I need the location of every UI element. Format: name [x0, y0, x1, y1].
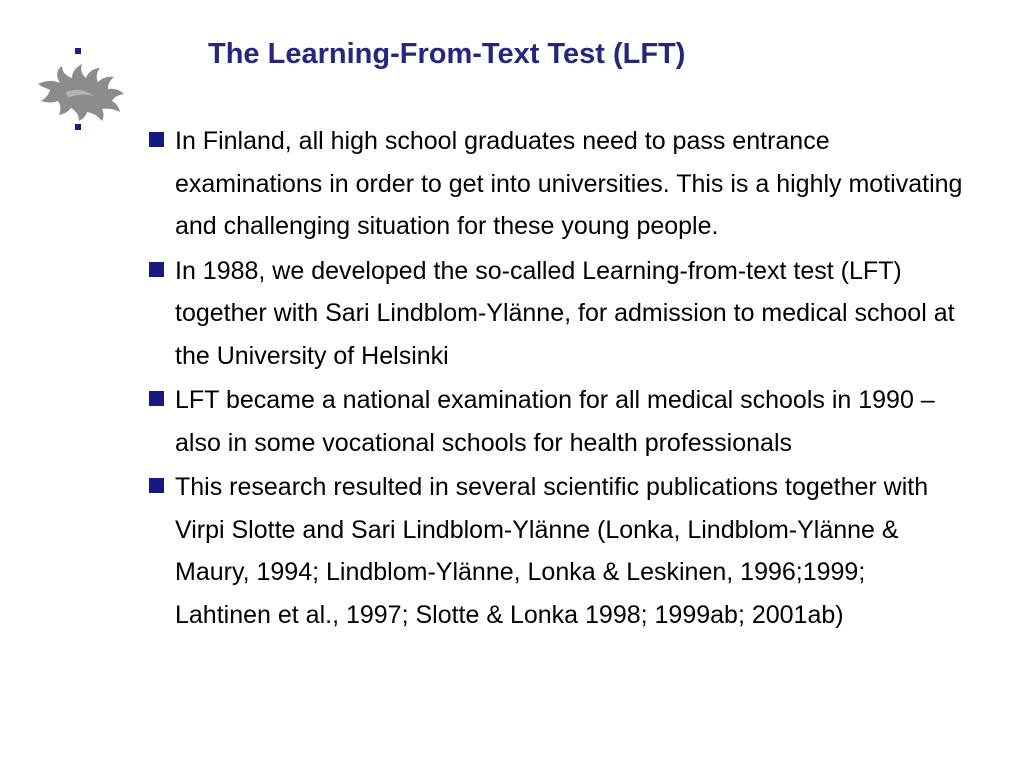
list-item	[148, 250, 968, 378]
logo-dot	[75, 124, 81, 130]
bullet-text: This research resulted in several scientific publications together with Virpi Slotte and Sari Lindblom-Ylänne (Lonka, Lindblom-Ylänne & Maury, 1994; Lindblom-Ylänne, Lonka & Leskinen, 1996;1999; Lahtinen et al., 1997; Slotte & Lonka 1998; 1999ab; 2001ab)	[175, 473, 929, 629]
bullet-text: LFT became a national examination for all medical schools in 1990 – also in some vocational schools for health professionals	[175, 386, 935, 457]
slide-title: The Learning-From-Text Test (LFT)	[208, 38, 686, 70]
square-bullet-icon	[149, 391, 164, 406]
flame-logo-icon	[36, 62, 126, 122]
bullet-text: In Finland, all high school graduates need to pass entrance examinations in order to get into universities. This is a highly motivating and challenging situation for these young people.	[175, 127, 963, 240]
list-item	[148, 466, 968, 636]
square-bullet-icon	[149, 132, 164, 147]
bullet-text: In 1988, we developed the so-called Learning-from-text test (LFT) together with Sari Lindblom-Ylänne, for admission to medical school at the University of Helsinki	[175, 256, 955, 370]
bullet-list	[148, 120, 968, 638]
list-item	[148, 120, 968, 248]
square-bullet-icon	[149, 478, 164, 493]
list-item	[148, 379, 968, 464]
square-bullet-icon	[149, 262, 164, 277]
logo-dot	[75, 48, 81, 54]
